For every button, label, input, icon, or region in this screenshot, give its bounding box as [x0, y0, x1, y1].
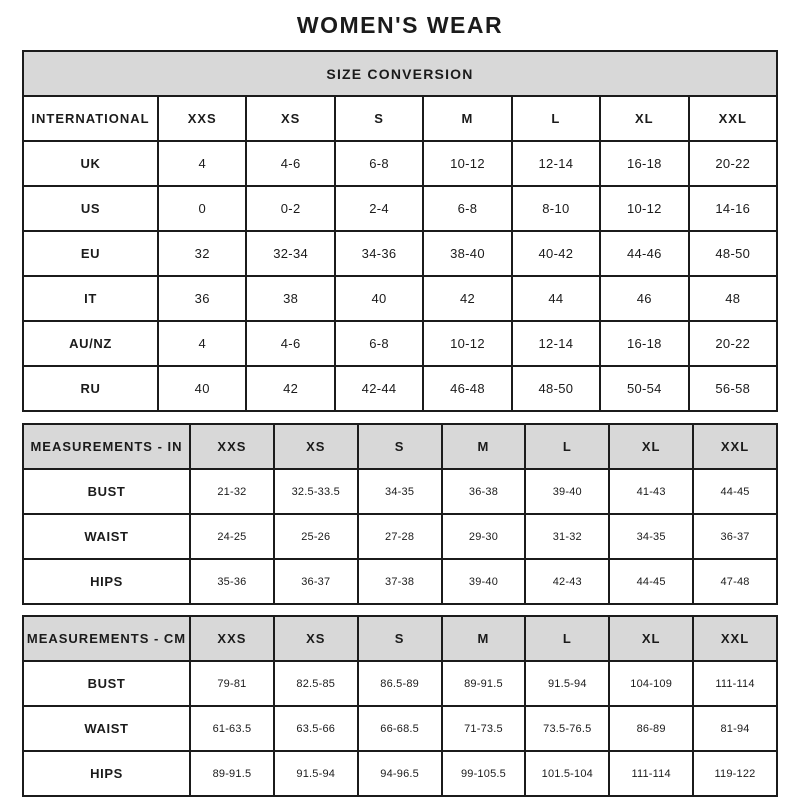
column-header-s: S [358, 616, 442, 661]
size-value-cell: 50-54 [600, 366, 688, 411]
size-conversion-row-eu [23, 231, 777, 276]
measurement-value-cell: 99-105.5 [442, 751, 526, 796]
region-label: IT [23, 276, 158, 321]
size-value-cell: 10-12 [423, 321, 511, 366]
measurement-value-cell: 25-26 [274, 514, 358, 559]
size-conversion-header-row [23, 51, 777, 96]
size-value-cell: 0 [158, 186, 246, 231]
size-conversion-row-us [23, 186, 777, 231]
measurements-cm-row-waist [23, 706, 777, 751]
size-value-cell: 10-12 [600, 186, 688, 231]
size-conversion-row-uk [23, 141, 777, 186]
size-value-cell: 4 [158, 321, 246, 366]
measurement-value-cell: 29-30 [442, 514, 526, 559]
size-value-cell: 20-22 [689, 321, 777, 366]
page-title: WOMEN'S WEAR [296, 12, 504, 38]
column-header-m: M [442, 616, 526, 661]
measurement-value-cell: 34-35 [609, 514, 693, 559]
measurement-value-cell: 81-94 [693, 706, 777, 751]
size-value-cell: 38 [246, 276, 334, 321]
column-header-xs: XS [274, 616, 358, 661]
measurement-value-cell: 35-36 [190, 559, 274, 604]
measurement-value-cell: 101.5-104 [525, 751, 609, 796]
size-conversion-title: SIZE CONVERSION [23, 51, 777, 96]
size-value-cell: 32-34 [246, 231, 334, 276]
size-value-cell: 48 [689, 276, 777, 321]
size-value-cell: 16-18 [600, 141, 688, 186]
column-header-xl: XL [609, 424, 693, 469]
measurement-value-cell: 47-48 [693, 559, 777, 604]
measurement-value-cell: 34-35 [358, 469, 442, 514]
measurement-value-cell: 37-38 [358, 559, 442, 604]
size-value-cell: 42 [246, 366, 334, 411]
size-value-cell: 36 [158, 276, 246, 321]
measurements-cm-row-bust [23, 661, 777, 706]
size-conversion-row-aunz [23, 321, 777, 366]
size-value-cell: 40-42 [512, 231, 600, 276]
column-header-m: M [442, 424, 526, 469]
measurement-value-cell: 89-91.5 [442, 661, 526, 706]
size-value-cell: 42 [423, 276, 511, 321]
column-header-xxl: XXL [693, 616, 777, 661]
measurements-in-title: MEASUREMENTS - IN [23, 424, 190, 469]
column-header-s: S [358, 424, 442, 469]
size-value-cell: 6-8 [423, 186, 511, 231]
size-value-cell: 42-44 [335, 366, 423, 411]
size-value-cell: 40 [335, 276, 423, 321]
measurement-label: HIPS [23, 751, 190, 796]
measurements-in-row-bust [23, 469, 777, 514]
measurement-value-cell: 44-45 [609, 559, 693, 604]
size-value-cell: 48-50 [512, 366, 600, 411]
size-value-cell: 2-4 [335, 186, 423, 231]
size-conversion-row-ru [23, 366, 777, 411]
measurement-value-cell: 94-96.5 [358, 751, 442, 796]
column-header-xl: XL [600, 96, 688, 141]
measurement-value-cell: 24-25 [190, 514, 274, 559]
size-value-cell: 48-50 [689, 231, 777, 276]
column-header-xxl: XXL [693, 424, 777, 469]
measurements-cm-row-hips [23, 751, 777, 796]
measurement-label: WAIST [23, 514, 190, 559]
size-value-cell: 20-22 [689, 141, 777, 186]
column-header-xs: XS [246, 96, 334, 141]
measurements-in-row-waist [23, 514, 777, 559]
size-value-cell: 14-16 [689, 186, 777, 231]
size-value-cell: 4 [158, 141, 246, 186]
size-value-cell: 6-8 [335, 141, 423, 186]
size-value-cell: 6-8 [335, 321, 423, 366]
column-header-xl: XL [609, 616, 693, 661]
column-header-xxs: XXS [190, 616, 274, 661]
size-value-cell: 56-58 [689, 366, 777, 411]
measurement-value-cell: 36-37 [693, 514, 777, 559]
size-conversion-table [22, 50, 778, 412]
size-value-cell: 16-18 [600, 321, 688, 366]
size-value-cell: 12-14 [512, 141, 600, 186]
measurement-value-cell: 71-73.5 [442, 706, 526, 751]
measurement-value-cell: 91.5-94 [525, 661, 609, 706]
measurements-cm-title: MEASUREMENTS - CM [23, 616, 190, 661]
column-header-l: L [525, 424, 609, 469]
measurement-value-cell: 119-122 [693, 751, 777, 796]
measurement-value-cell: 41-43 [609, 469, 693, 514]
measurements-in-row-hips [23, 559, 777, 604]
size-value-cell: 44-46 [600, 231, 688, 276]
column-header-international: INTERNATIONAL [23, 96, 158, 141]
column-header-m: M [423, 96, 511, 141]
measurement-label: BUST [23, 661, 190, 706]
measurement-value-cell: 86.5-89 [358, 661, 442, 706]
measurement-value-cell: 111-114 [609, 751, 693, 796]
size-value-cell: 4-6 [246, 321, 334, 366]
measurement-value-cell: 73.5-76.5 [525, 706, 609, 751]
column-header-s: S [335, 96, 423, 141]
measurement-value-cell: 32.5-33.5 [274, 469, 358, 514]
measurement-label: HIPS [23, 559, 190, 604]
measurement-label: BUST [23, 469, 190, 514]
size-value-cell: 12-14 [512, 321, 600, 366]
measurement-value-cell: 27-28 [358, 514, 442, 559]
column-header-l: L [512, 96, 600, 141]
measurement-value-cell: 91.5-94 [274, 751, 358, 796]
region-label: US [23, 186, 158, 231]
measurement-value-cell: 44-45 [693, 469, 777, 514]
column-header-xs: XS [274, 424, 358, 469]
measurement-value-cell: 66-68.5 [358, 706, 442, 751]
measurement-value-cell: 63.5-66 [274, 706, 358, 751]
region-label: UK [23, 141, 158, 186]
size-value-cell: 34-36 [335, 231, 423, 276]
region-label: EU [23, 231, 158, 276]
size-value-cell: 0-2 [246, 186, 334, 231]
measurement-value-cell: 39-40 [525, 469, 609, 514]
measurement-value-cell: 82.5-85 [274, 661, 358, 706]
measurements-cm-header-row [23, 616, 777, 661]
column-header-xxs: XXS [158, 96, 246, 141]
measurement-value-cell: 39-40 [442, 559, 526, 604]
measurement-value-cell: 111-114 [693, 661, 777, 706]
measurement-label: WAIST [23, 706, 190, 751]
measurement-value-cell: 21-32 [190, 469, 274, 514]
measurement-value-cell: 86-89 [609, 706, 693, 751]
measurement-value-cell: 31-32 [525, 514, 609, 559]
measurement-value-cell: 79-81 [190, 661, 274, 706]
column-header-xxl: XXL [689, 96, 777, 141]
size-value-cell: 38-40 [423, 231, 511, 276]
measurements-in-header-row [23, 424, 777, 469]
region-label: AU/NZ [23, 321, 158, 366]
size-conversion-columns-row [23, 96, 777, 141]
column-header-l: L [525, 616, 609, 661]
measurements-cm-table [22, 615, 778, 797]
measurement-value-cell: 42-43 [525, 559, 609, 604]
size-conversion-row-it [23, 276, 777, 321]
measurements-in-table [22, 423, 778, 605]
size-value-cell: 10-12 [423, 141, 511, 186]
measurement-value-cell: 36-37 [274, 559, 358, 604]
size-value-cell: 46 [600, 276, 688, 321]
size-value-cell: 8-10 [512, 186, 600, 231]
measurement-value-cell: 36-38 [442, 469, 526, 514]
size-value-cell: 4-6 [246, 141, 334, 186]
size-value-cell: 32 [158, 231, 246, 276]
size-value-cell: 46-48 [423, 366, 511, 411]
column-header-xxs: XXS [190, 424, 274, 469]
measurement-value-cell: 61-63.5 [190, 706, 274, 751]
size-value-cell: 44 [512, 276, 600, 321]
measurement-value-cell: 104-109 [609, 661, 693, 706]
measurement-value-cell: 89-91.5 [190, 751, 274, 796]
region-label: RU [23, 366, 158, 411]
size-value-cell: 40 [158, 366, 246, 411]
